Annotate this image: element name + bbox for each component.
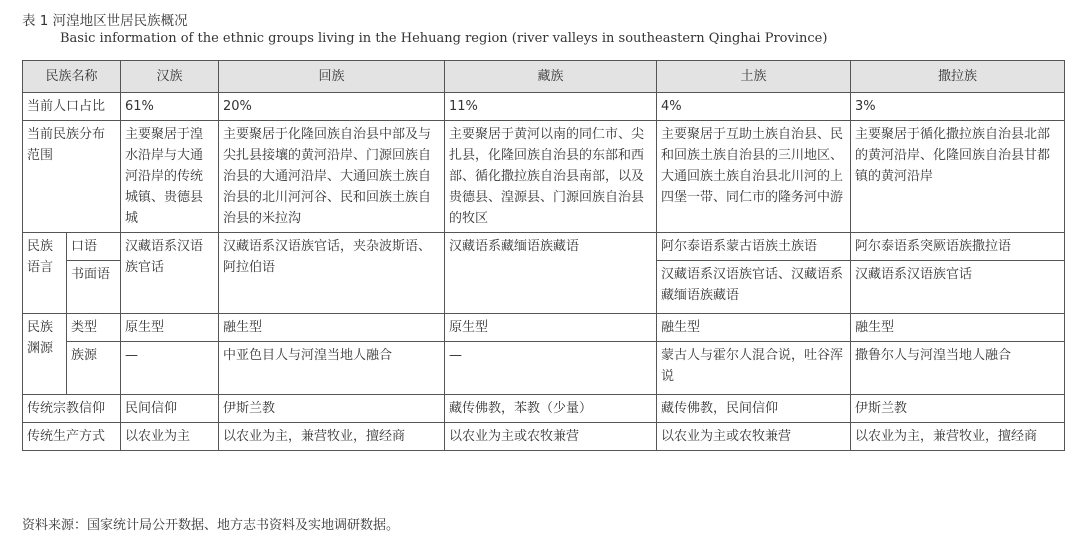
cell-religion-han: 民间信仰 (121, 395, 219, 423)
cell-language-han: 汉藏语系汉语族官话 (121, 233, 219, 314)
header-row (23, 61, 1065, 93)
cell-production-tu: 以农业为主或农牧兼营 (657, 423, 851, 451)
cell-spoken-tu: 阿尔泰语系蒙古语族土族语 (657, 233, 851, 261)
header-ethnic-name: 民族名称 (23, 61, 121, 93)
row-label-distribution: 当前民族分布范围 (23, 121, 121, 233)
cell-type-hui: 融生型 (219, 314, 445, 342)
row-distribution (23, 121, 1065, 233)
cell-source-zang: — (445, 342, 657, 395)
row-origin-source (23, 342, 1065, 395)
cell-source-hui: 中亚色目人与河湟当地人融合 (219, 342, 445, 395)
ethnic-groups-table (22, 60, 1065, 451)
cell-religion-hui: 伊斯兰教 (219, 395, 445, 423)
cell-distribution-tu: 主要聚居于互助土族自治县、民和回族土族自治县的三川地区、大通回族土族自治县北川河的上四堡一带、同仁市的隆务河中游 (657, 121, 851, 233)
cell-population-sala: 3% (851, 93, 1065, 121)
cell-written-tu: 汉藏语系汉语族官话、汉藏语系藏缅语族藏语 (657, 261, 851, 314)
header-sala: 撒拉族 (851, 61, 1065, 93)
cell-religion-sala: 伊斯兰教 (851, 395, 1065, 423)
header-han: 汉族 (121, 61, 219, 93)
sublabel-type: 类型 (67, 314, 121, 342)
source-note: 资料来源：国家统计局公开数据、地方志书资料及实地调研数据。 (22, 518, 400, 533)
row-population (23, 93, 1065, 121)
sublabel-spoken: 口语 (67, 233, 121, 261)
cell-type-sala: 融生型 (851, 314, 1065, 342)
caption-chinese: 表 1 河湟地区世居民族概况 (22, 13, 188, 29)
cell-population-tu: 4% (657, 93, 851, 121)
cell-religion-tu: 藏传佛教，民间信仰 (657, 395, 851, 423)
cell-production-hui: 以农业为主，兼营牧业，擅经商 (219, 423, 445, 451)
row-religion (23, 395, 1065, 423)
sublabel-written: 书面语 (67, 261, 121, 314)
header-zang: 藏族 (445, 61, 657, 93)
cell-language-zang: 汉藏语系藏缅语族藏语 (445, 233, 657, 314)
cell-spoken-sala: 阿尔泰语系突厥语族撒拉语 (851, 233, 1065, 261)
cell-type-tu: 融生型 (657, 314, 851, 342)
row-production (23, 423, 1065, 451)
cell-type-zang: 原生型 (445, 314, 657, 342)
cell-production-sala: 以农业为主，兼营牧业，擅经商 (851, 423, 1065, 451)
cell-source-sala: 撒鲁尔人与河湟当地人融合 (851, 342, 1065, 395)
header-tu: 土族 (657, 61, 851, 93)
table-caption (22, 12, 827, 48)
cell-language-hui: 汉藏语系汉语族官话，夹杂波斯语、阿拉伯语 (219, 233, 445, 314)
cell-population-zang: 11% (445, 93, 657, 121)
cell-written-sala: 汉藏语系汉语族官话 (851, 261, 1065, 314)
cell-type-han: 原生型 (121, 314, 219, 342)
cell-source-han: — (121, 342, 219, 395)
row-label-language: 民族语言 (23, 233, 67, 314)
sublabel-source: 族源 (67, 342, 121, 395)
cell-distribution-hui: 主要聚居于化隆回族自治县中部及与尖扎县接壤的黄河沿岸、门源回族自治县的大通河沿岸、大通回族土族自治县的北川河河谷、民和回族土族自治县的米拉沟 (219, 121, 445, 233)
cell-distribution-sala: 主要聚居于循化撒拉族自治县北部的黄河沿岸、化隆回族自治县甘都镇的黄河沿岸 (851, 121, 1065, 233)
header-hui: 回族 (219, 61, 445, 93)
row-label-population: 当前人口占比 (23, 93, 121, 121)
row-label-production: 传统生产方式 (23, 423, 121, 451)
cell-production-zang: 以农业为主或农牧兼营 (445, 423, 657, 451)
cell-distribution-zang: 主要聚居于黄河以南的同仁市、尖扎县，化隆回族自治县的东部和西部、循化撒拉族自治县南部，以及贵德县、湟源县、门源回族自治县的牧区 (445, 121, 657, 233)
row-label-religion: 传统宗教信仰 (23, 395, 121, 423)
cell-distribution-han: 主要聚居于湟水沿岸与大通河沿岸的传统城镇、贵德县城 (121, 121, 219, 233)
cell-religion-zang: 藏传佛教，苯教（少量） (445, 395, 657, 423)
cell-population-han: 61% (121, 93, 219, 121)
cell-population-hui: 20% (219, 93, 445, 121)
row-label-origin: 民族渊源 (23, 314, 67, 395)
row-origin-type (23, 314, 1065, 342)
cell-source-tu: 蒙古人与霍尔人混合说，吐谷浑说 (657, 342, 851, 395)
cell-production-han: 以农业为主 (121, 423, 219, 451)
row-language-spoken (23, 233, 1065, 261)
caption-english: Basic information of the ethnic groups living in the Hehuang region (river valleys in southeastern Qinghai Province) (60, 31, 828, 46)
